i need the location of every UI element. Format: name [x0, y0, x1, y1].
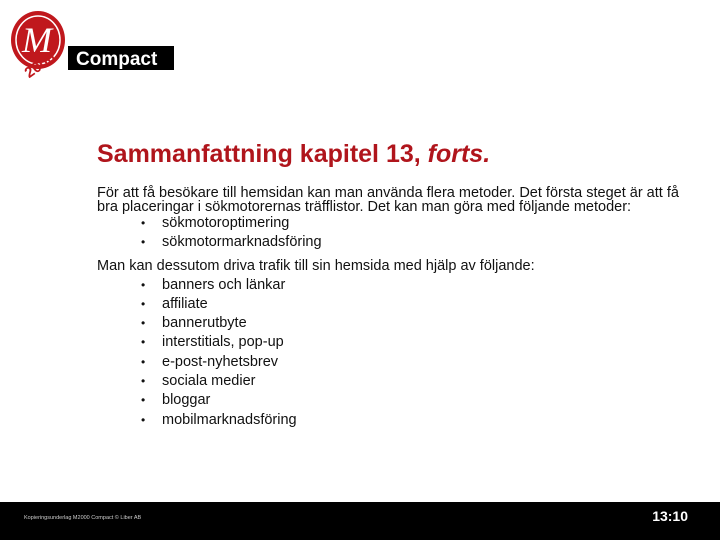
- list-item: • bannerutbyte: [97, 314, 687, 333]
- bullet-icon: •: [141, 277, 146, 292]
- logo-year: 2000: [21, 48, 59, 78]
- footer-bar: [0, 502, 720, 540]
- slide-title-italic: forts.: [427, 140, 491, 168]
- list-item: • banners och länkar: [97, 276, 687, 295]
- list-item: • e-post-nyhetsbrev: [97, 353, 687, 372]
- copyright-notice: Kopieringsunderlag M2000 Compact © Liber AB: [24, 515, 142, 521]
- logo-letter: M: [22, 20, 52, 60]
- slide-title-main: Sammanfattning kapitel 13,: [97, 140, 428, 168]
- page-number: 13:10: [652, 508, 688, 524]
- bullet-icon: •: [141, 393, 146, 408]
- bullet-icon: •: [141, 216, 146, 230]
- slide-body: [97, 186, 687, 430]
- list-item: • interstitials, pop-up: [97, 333, 687, 352]
- bullet-icon: •: [141, 354, 146, 369]
- slide-title: [97, 140, 490, 169]
- traffic-methods-list: [97, 276, 687, 430]
- bullet-icon: •: [141, 316, 146, 331]
- seo-methods-list: [97, 214, 687, 253]
- list-item: • sökmotoroptimering: [97, 214, 687, 233]
- traffic-paragraph: Man kan dessutom driva trafik till sin hemsida med hjälp av följande:: [97, 257, 535, 274]
- logo-graphic: [8, 8, 178, 78]
- bullet-icon: •: [141, 296, 146, 311]
- bullet-icon: •: [141, 335, 146, 350]
- bullet-icon: •: [141, 412, 146, 427]
- list-item: • sociala medier: [97, 372, 687, 391]
- list-item: • mobilmarknadsföring: [97, 411, 687, 430]
- list-item: • bloggar: [97, 391, 687, 410]
- bullet-icon: •: [141, 374, 146, 389]
- m2000-compact-logo: [8, 8, 178, 78]
- list-item: • affiliate: [97, 295, 687, 314]
- intro-paragraph: För att få besökare till hemsidan kan man använda flera metoder. Det första steget är att få bra placeringar i sökmotorernas träfflistor. Det kan man göra med följande metoder:: [97, 185, 679, 215]
- bullet-icon: •: [141, 235, 146, 250]
- list-item: • sökmotormarknadsföring: [97, 233, 687, 252]
- logo-compact-text: Compact: [76, 49, 158, 70]
